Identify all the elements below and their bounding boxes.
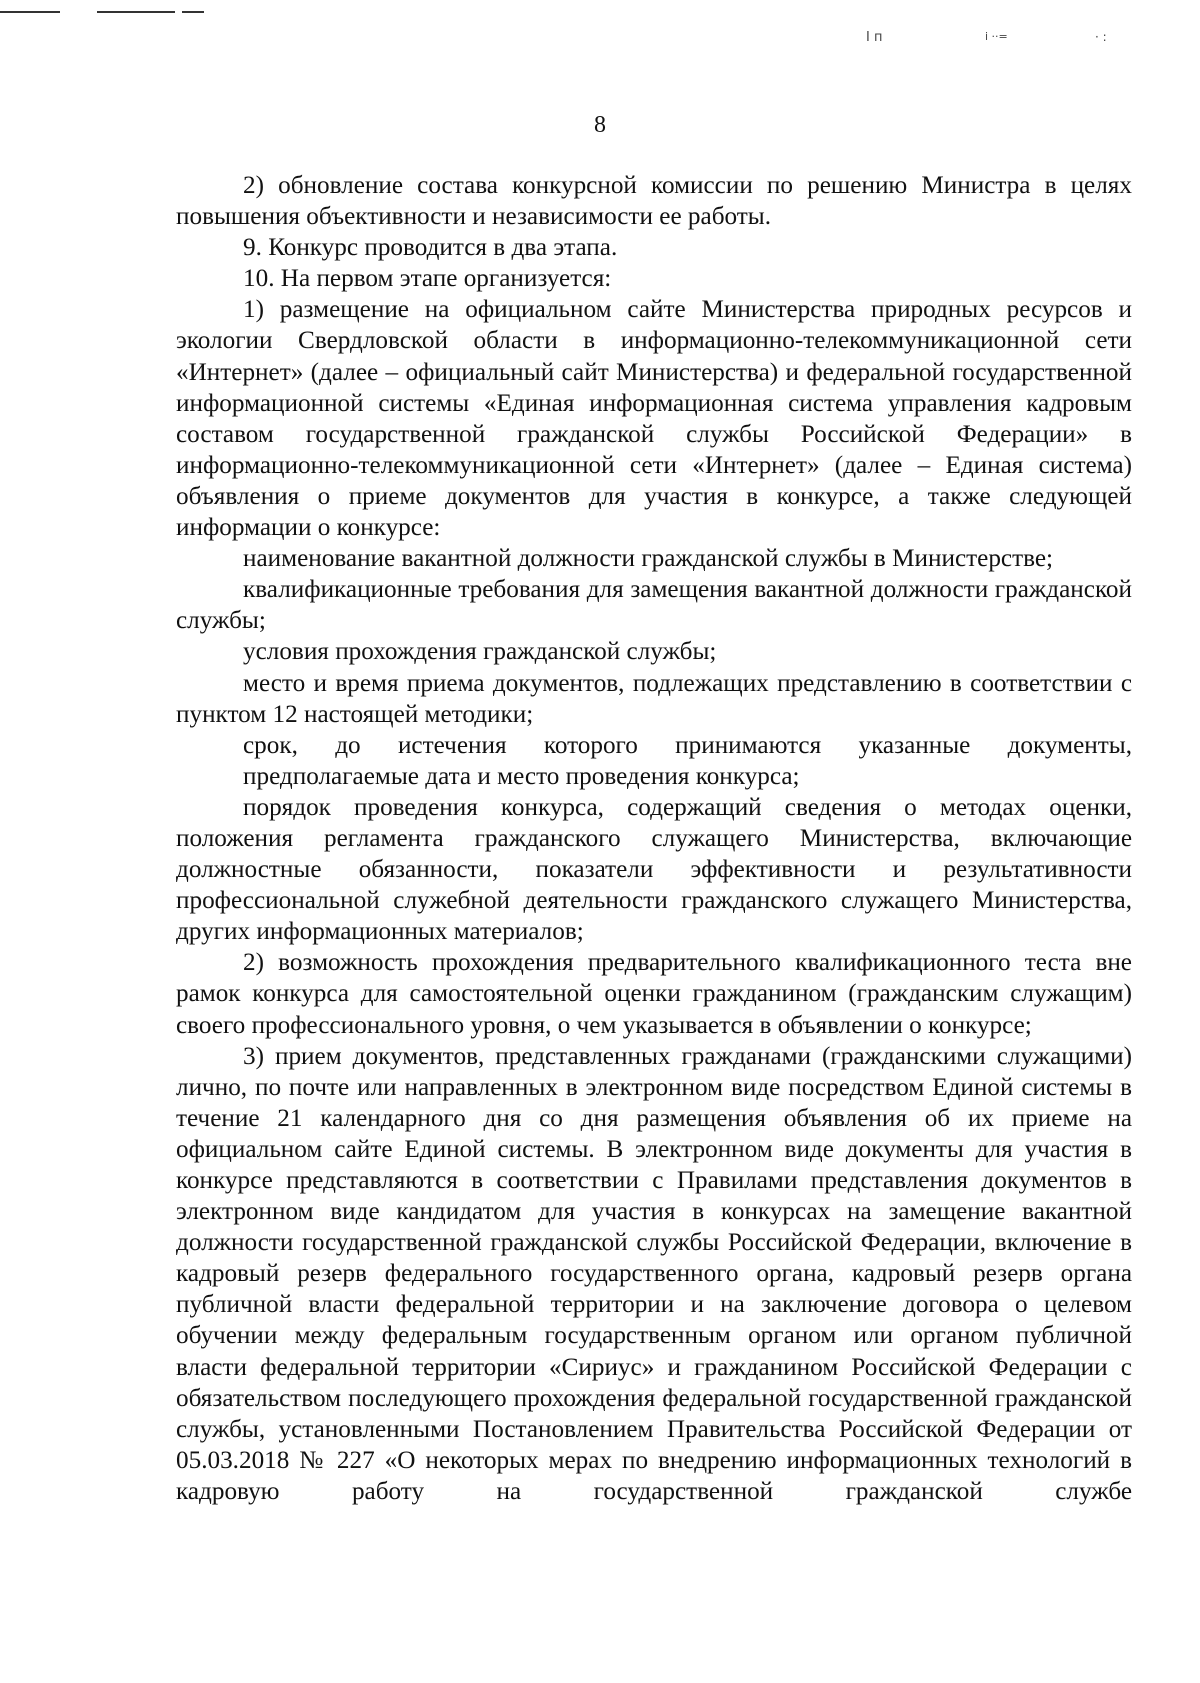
list-item: наименование вакантной должности гражданской службы в Министерстве; xyxy=(243,545,1054,573)
paragraph: 3) прием документов, представленных гражданами (гражданскими служащими) лично, по почте или направленных в электронном виде посредством Единой системы в течение 21 календарного дня со дня размещения объявления об их приеме на официальном сайте Единой системы. В электронном виде документы для участия в конкурсе представляются в соответствии с Правилами представления документов в электронном виде кандидатом для участия в конкурсах на замещение вакантной должности государственной гражданской службы Российской Федерации, включение в кадровый резерв федерального государственного органа, кадровый резерв органа публичной власти федеральной территории и на заключение договора о целевом обучении между федеральным государственным органом или органом публичной власти федеральной территории «Сириус» и гражданином Российской Федерации с обязательством последующего прохождения федеральной государственной гражданской службы, установленными Постановлением Правительства Российской Федерации от 05.03.2018 № 227 «О некоторых мерах по внедрению информационных технологий в кадровую работу на государственной гражданской службе xyxy=(176,1042,1132,1505)
scan-line-mark xyxy=(182,11,204,13)
scan-line-mark xyxy=(97,11,175,13)
paragraph: 1) размещение на официальном сайте Министерства природных ресурсов и экологии Свердловской области в информационно-телекоммуникационной сети «Интернет» (далее – официальный сайт Министерства) и федеральной государственной информационной системы «Единая информационная система управления кадровым составом государственной гражданской службы Российской Федерации» в информационно-телекоммуникационной сети «Интернет» (далее – Единая система) объявления о приеме документов для участия в конкурсе, а также следующей информации о конкурсе: xyxy=(176,296,1132,542)
scan-noise-mark: · : xyxy=(1095,30,1107,44)
list-item: условия прохождения гражданской службы; xyxy=(243,638,717,666)
list-item: порядок проведения конкурса, содержащий сведения о методах оценки, положения регламента гражданского служащего Министерства, включающие должностные обязанности, показатели эффективности и результативности профессиональной служебной деятельности гражданского служащего Министерства, других информационных материалов; xyxy=(176,793,1132,946)
list-item: срок, до истечения которого принимаются указанные документы, xyxy=(243,731,1132,759)
list-item: место и время приема документов, подлежащих представлению в соответствии с пунктом 12 настоящей методики; xyxy=(176,669,1132,728)
scan-noise-mark: i ··= xyxy=(985,30,1008,43)
paragraph: 2) возможность прохождения предварительного квалификационного теста вне рамок конкурса для самостоятельной оценки гражданином (гражданским служащим) своего профессионального уровня, о чем указывается в объявлении о конкурсе; xyxy=(176,949,1132,1039)
list-item: квалификационные требования для замещения вакантной должности гражданской службы; xyxy=(176,576,1132,635)
paragraph: 2) обновление состава конкурсной комиссии по решению Министра в целях повышения объективности и независимости ее работы. xyxy=(176,172,1132,231)
list-item: предполагаемые дата и место проведения конкурса; xyxy=(243,762,800,790)
scan-line-mark xyxy=(0,11,60,13)
document-body xyxy=(176,170,1132,1507)
page-number: 8 xyxy=(594,112,606,138)
paragraph: 10. На первом этапе организуется: xyxy=(243,265,612,293)
paragraph: 9. Конкурс проводится в два этапа. xyxy=(243,234,618,262)
scan-noise-mark: I п xyxy=(866,30,883,45)
